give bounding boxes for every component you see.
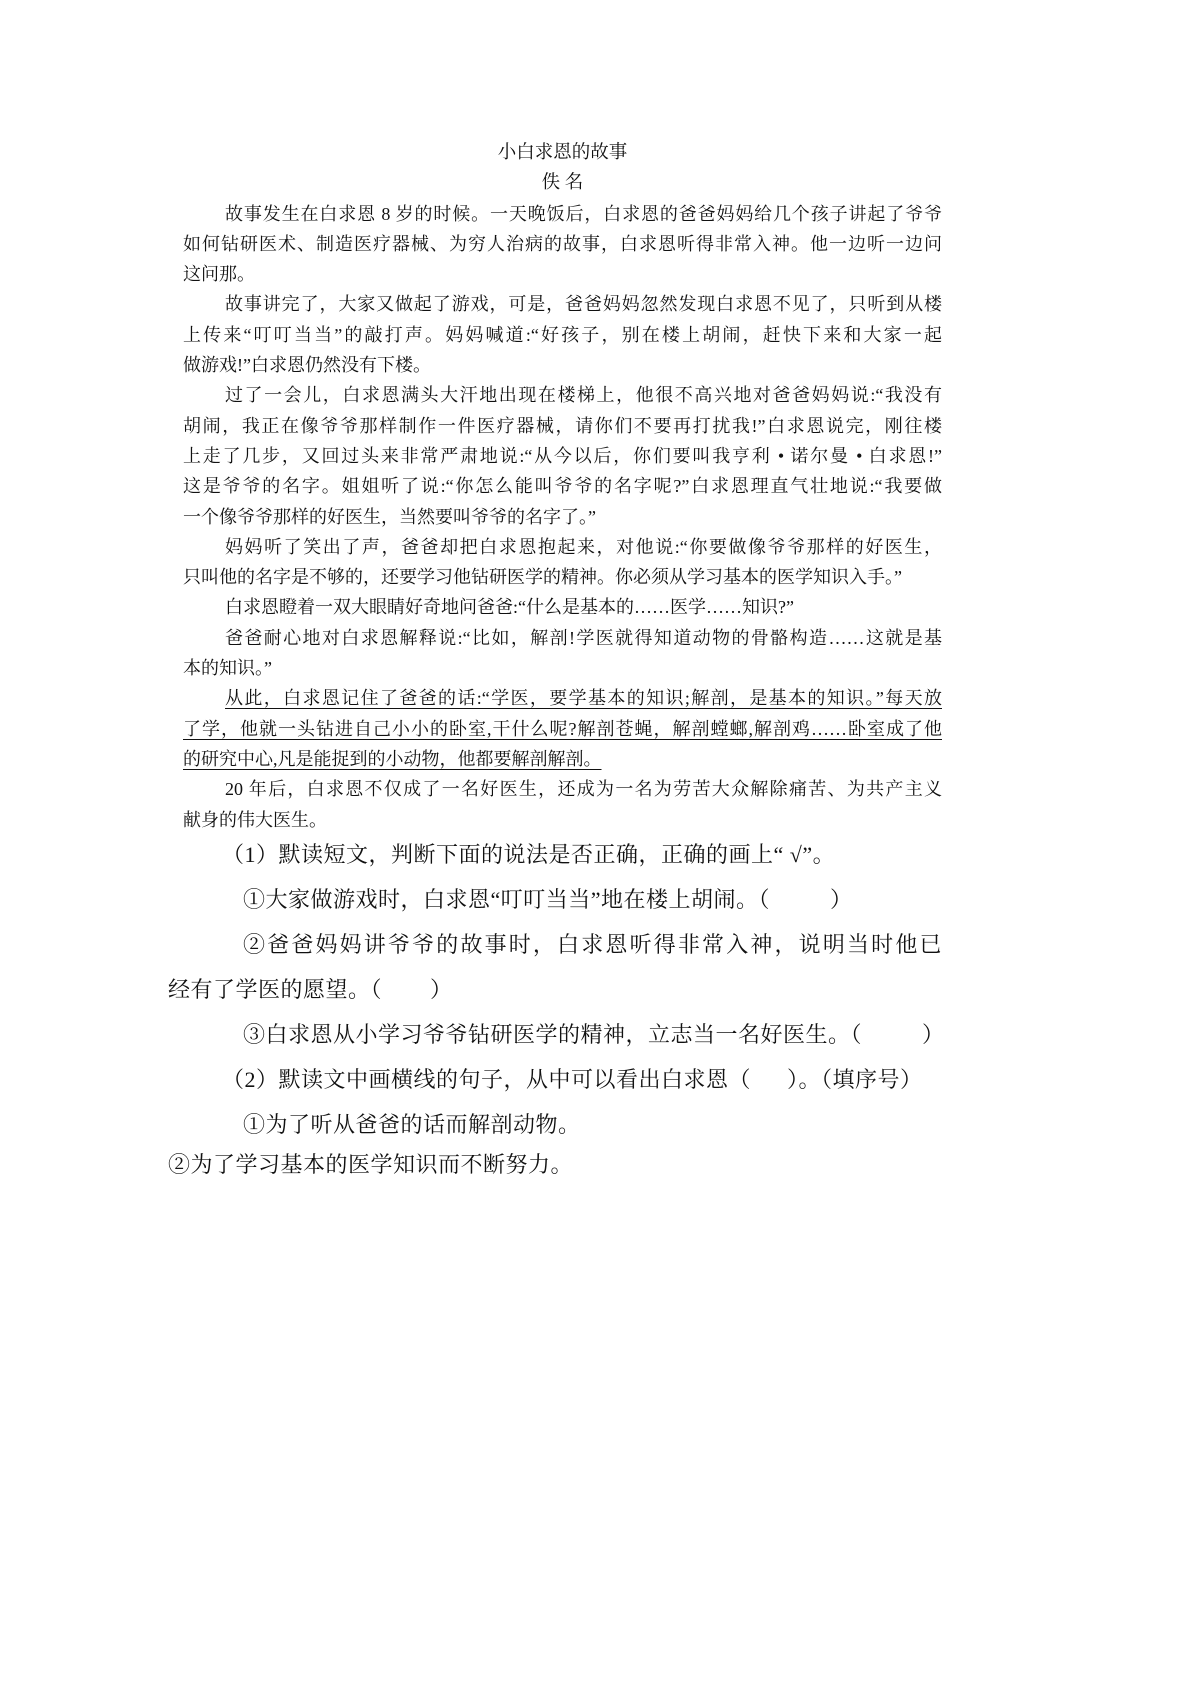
story-paragraph: [183, 199, 942, 290]
story-line: 献身的伟大医生。: [183, 809, 327, 830]
story-line: 做游戏!”白求恩仍然没有下楼。: [183, 355, 431, 376]
choice-option-1: ①为了听从爸爸的话而解剖动物。: [243, 1112, 581, 1137]
judgement-item-text: 经有了学医的愿望。: [168, 977, 371, 1002]
underlined-paragraph: [183, 683, 942, 774]
story-paragraph: [183, 623, 942, 684]
story-passage: [183, 138, 942, 835]
story-line: 一个像爷爷那样的好医生，当然要叫爷爷的名字了。”: [183, 506, 596, 527]
story-line: 白求恩瞪着一双大眼睛好奇地问爸爸:“什么是基本的……医学……知识?”: [225, 597, 794, 618]
question-2-text: （2）默读文中画横线的句子，从中可以看出白求恩: [222, 1067, 729, 1092]
judgement-item-text: ①大家做游戏时，白求恩“叮叮当当”地在楼上胡闹。: [243, 887, 759, 912]
answer-blank: （ ）: [758, 887, 853, 912]
choice-option-2: ②为了学习基本的医学知识而不断努力。: [168, 1152, 574, 1177]
underlined-line: 的研究中心,凡是能捉到的小动物，他都要解剖解剖。: [183, 748, 602, 769]
document-author: 佚 名: [541, 173, 584, 194]
story-line: 故事发生在白求恩 8 岁的时候。一天晚饭后，白求恩的爸爸妈妈给几个孩子讲起了爷爷: [225, 203, 942, 224]
answer-blank: （ ）: [850, 1022, 945, 1047]
judgement-item-2-line-2: [168, 968, 453, 1012]
question-1-prompt: （1）默读短文，判断下面的说法是否正确，正确的画上“ √”。: [222, 842, 836, 867]
underlined-line: 从此，白求恩记住了爸爸的话:“学医，要学基本的知识;解剖，是基本的知识。”每天放: [225, 688, 942, 709]
story-line: 过了一会儿，白求恩满头大汗地出现在楼梯上，他很不高兴地对爸爸妈妈说:“我没有: [225, 385, 942, 406]
underlined-line: 了学，他就一头钻进自己小小的卧室,干什么呢?解剖苍蝇，解剖螳螂,解剖鸡……卧室成了他: [183, 718, 942, 739]
question-2-suffix: 。（填序号）: [798, 1067, 923, 1092]
story-line: 上走了几步，又回过头来非常严肃地说:“从今以后，你们要叫我亨利 • 诺尔曼 • 白求恩!”: [183, 445, 942, 466]
story-line: 这问那。: [183, 264, 255, 285]
story-line: 妈妈听了笑出了声，爸爸却把白求恩抱起来，对他说:“你要做像爷爷那样的好医生，: [225, 536, 942, 557]
story-line: 本的知识。”: [183, 658, 272, 679]
answer-blank: （ ）: [370, 977, 453, 1002]
story-paragraph: [183, 380, 942, 531]
story-paragraph: [183, 532, 942, 593]
answer-blank: （ ）: [728, 1067, 799, 1092]
story-line: 20 年后，白求恩不仅成了一名好医生，还成为一名为劳苦大众解除痛苦、为共产主义: [225, 779, 942, 800]
story-line: 如何钻研医术、制造医疗器械、为穷人治病的故事，白求恩听得非常入神。他一边听一边问: [183, 233, 942, 254]
story-paragraph: [183, 774, 942, 835]
story-line: 只叫他的名字是不够的，还要学习他钻研医学的精神。你必须从学习基本的医学知识入手。”: [183, 567, 902, 588]
story-paragraph: [183, 592, 942, 622]
document-title: 小白求恩的故事: [497, 143, 628, 163]
story-paragraph: [183, 289, 942, 380]
story-line: 爸爸耐心地对白求恩解释说:“比如，解剖!学医就得知道动物的骨骼构造……这就是基: [225, 627, 942, 648]
judgement-item-3: [243, 1013, 945, 1057]
question-2-prompt: [222, 1058, 923, 1102]
story-line: 胡闹，我正在像爷爷那样制作一件医疗器械，请你们不要再打扰我!”白求恩说完，刚往楼: [183, 415, 942, 436]
story-line: 这是爷爷的名字。姐姐听了说:“你怎么能叫爷爷的名字呢?”白求恩理直气壮地说:“我要做: [183, 476, 942, 497]
judgement-item-1: [243, 878, 853, 922]
story-line: 上传来“叮叮当当”的敲打声。妈妈喊道:“好孩子，别在楼上胡闹，赶快下来和大家一起: [183, 324, 942, 345]
judgement-item-2-line-1: ②爸爸妈妈讲爷爷的故事时，白求恩听得非常入神，说明当时他已: [243, 932, 942, 957]
story-line: 故事讲完了，大家又做起了游戏，可是，爸爸妈妈忽然发现白求恩不见了，只听到从楼: [225, 294, 942, 315]
judgement-item-text: ③白求恩从小学习爷爷钻研医学的精神，立志当一名好医生。: [243, 1022, 851, 1047]
